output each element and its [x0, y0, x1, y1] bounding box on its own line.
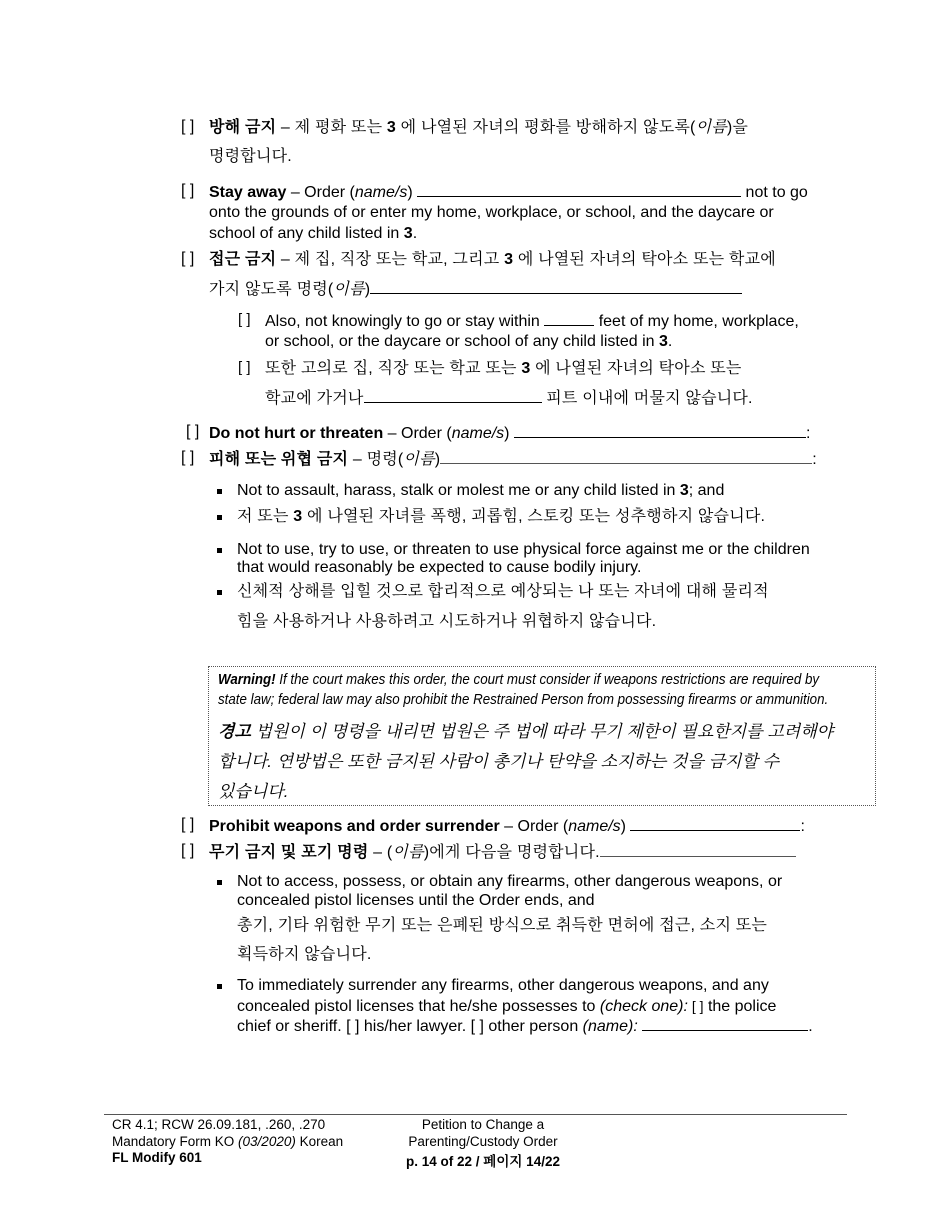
distance-ko-feet-field[interactable] [364, 388, 542, 403]
text: – Order ( [499, 818, 569, 835]
text: ) [407, 184, 418, 201]
checkbox-stay-away-ko[interactable]: [ ] [181, 250, 195, 267]
text: – ( [368, 844, 393, 861]
text: other person [483, 1018, 583, 1035]
stay-away-ko-line1 [209, 250, 776, 270]
text: ) [504, 425, 514, 442]
text: 에 나열된 자녀의 평화를 방해하지 않도록( [396, 119, 696, 136]
text: 법원이 이 명령을 내리면 법원은 주 법에 따라 무기 제한이 필요한지를 고려해야 [250, 722, 834, 741]
weapons-bullet-1-ko2: 획득하지 않습니다. [237, 946, 372, 963]
ref-number: 3 [658, 333, 668, 350]
distance-line2 [265, 332, 672, 352]
warning-en-line1 [218, 670, 819, 690]
distance-line1 [265, 311, 799, 332]
other-person-name-field[interactable] [642, 1016, 808, 1031]
text: Korean [295, 1134, 344, 1149]
ref-number: 3 [679, 482, 689, 499]
checkbox-no-hurt[interactable]: [ ] [186, 423, 200, 440]
stay-away-ko-title: 접근 금지 [209, 251, 277, 268]
name-label: name/s [451, 425, 505, 442]
check-one-label: (check one): [599, 998, 688, 1015]
no-hurt-ko-line [209, 449, 817, 470]
distance-ko-line1 [265, 359, 742, 379]
text: . [412, 225, 418, 242]
stay-away-line1 [209, 182, 808, 203]
bullet-icon [217, 590, 222, 595]
no-hurt-bullet-3-line2: that would reasonably be expected to cause bodily injury. [237, 559, 642, 576]
footer-doc-title-2: Parenting/Custody Order [408, 1134, 558, 1149]
no-hurt-bullet-4-line1: 신체적 상해를 입힐 것으로 합리적으로 예상되는 나 또는 자녀에 대해 물리적 [237, 583, 769, 600]
text: 저 또는 [237, 508, 294, 525]
text: – 제 평화 또는 [276, 119, 387, 136]
name-label: 이름 [695, 119, 727, 136]
bullet-icon [217, 984, 222, 989]
warning-title: Warning! [218, 672, 276, 688]
no-hurt-ko-name-field[interactable] [440, 449, 812, 464]
bullet-icon [217, 489, 222, 494]
warning-en-line2: state law; federal law may also prohibit the Restrained Person from possessing firearms or ammunition. [218, 692, 829, 708]
text: 에 나열된 자녀의 탁아소 또는 [530, 360, 742, 377]
text: Not to assault, harass, stalk or molest me or any child listed in [237, 482, 680, 499]
ref-number: 3 [521, 360, 531, 377]
text: – 제 집, 직장 또는 학교, 그리고 [276, 251, 505, 268]
bullet-icon [217, 880, 222, 885]
footer-divider [104, 1114, 847, 1115]
warning-box [208, 666, 876, 806]
warning-ko-line2: 합니다. 연방법은 또한 금지된 사람이 총기나 탄약을 소지하는 것을 금지할 수 [218, 752, 780, 771]
stay-away-title: Stay away [209, 184, 287, 201]
name-label: 이름 [333, 281, 365, 298]
no-disturb-ko-line2: 명령합니다. [209, 148, 292, 165]
text: 피트 이내에 머물지 않습니다. [541, 390, 753, 407]
text: not to go [741, 184, 808, 201]
bullet-icon [217, 548, 222, 553]
text: . [808, 1018, 813, 1035]
text: school of any child listed in [209, 225, 404, 242]
weapons-name-field[interactable] [630, 816, 800, 831]
text: 학교에 가거나 [265, 390, 364, 407]
no-disturb-ko-title: 방해 금지 [209, 119, 277, 136]
stay-away-ko-line2 [209, 279, 742, 300]
footer-page-number: p. 14 of 22 / 페이지 14/22 [406, 1154, 560, 1169]
text: 에 나열된 자녀를 폭행, 괴롭힘, 스토킹 또는 성추행하지 않습니다. [302, 508, 766, 525]
weapons-bullet-1-ko1: 총기, 기타 위험한 무기 또는 은폐된 방식으로 취득한 면허에 접근, 소지 또는 [237, 917, 768, 934]
weapons-bullet-2-line3 [237, 1016, 813, 1037]
warning-ko-title: 경고 [218, 722, 251, 741]
weapons-title: Prohibit weapons and order surrender [209, 818, 500, 835]
warning-ko-line3: 있습니다. [218, 782, 289, 801]
no-hurt-name-field[interactable] [514, 423, 806, 438]
no-hurt-title: Do not hurt or threaten [209, 425, 384, 442]
footer-form-info [112, 1133, 343, 1150]
checkbox-distance-ko[interactable]: [ ] [238, 359, 251, 376]
no-hurt-line [209, 423, 810, 444]
checkbox-no-hurt-ko[interactable]: [ ] [181, 449, 195, 466]
name-label: (name): [582, 1018, 638, 1035]
text: If the court makes this order, the court must consider if weapons restrictions are required by [275, 672, 820, 688]
name-label: 이름 [403, 451, 435, 468]
weapons-ko-line [209, 842, 796, 863]
text: chief or sheriff. [237, 1018, 347, 1035]
text: – Order ( [286, 184, 355, 201]
no-disturb-ko-line1 [209, 118, 748, 138]
footer-form-id: FL Modify 601 [112, 1150, 202, 1165]
checkbox-police[interactable]: [ ] [687, 998, 704, 1014]
text: : [812, 451, 817, 468]
text: or school, or the daycare or school of any child listed in [265, 333, 659, 350]
stay-away-line3 [209, 224, 417, 244]
text: ) [434, 451, 441, 468]
text: Mandatory Form KO [112, 1134, 239, 1149]
bullet-icon [217, 515, 222, 520]
weapons-bullet-2-line1: To immediately surrender any firearms, other dangerous weapons, and any [237, 977, 769, 994]
text: )을 [726, 119, 749, 136]
weapons-line [209, 816, 805, 837]
distance-feet-field[interactable] [544, 311, 594, 326]
text: Also, not knowingly to go or stay within [265, 313, 545, 330]
checkbox-no-disturb-ko[interactable]: [ ] [181, 118, 195, 135]
text: 가지 않도록 명령( [209, 281, 334, 298]
checkbox-distance[interactable]: [ ] [238, 311, 251, 328]
text: . [667, 333, 673, 350]
no-hurt-ko-title: 피해 또는 위협 금지 [209, 451, 349, 468]
footer-citation: CR 4.1; RCW 26.09.181, .260, .270 [112, 1117, 326, 1132]
no-hurt-bullet-2 [237, 507, 765, 527]
weapons-bullet-1-line2: concealed pistol licenses until the Order ends, and [237, 892, 595, 909]
checkbox-lawyer[interactable]: [ ] [346, 1018, 360, 1035]
ref-number: 3 [403, 225, 413, 242]
text: – 명령( [348, 451, 404, 468]
weapons-ko-name-field[interactable] [600, 842, 796, 857]
checkbox-other-person[interactable]: [ ] [470, 1018, 484, 1035]
distance-ko-line2 [265, 388, 753, 409]
text: 에 나열된 자녀의 탁아소 또는 학교에 [513, 251, 776, 268]
text: ; and [688, 482, 725, 499]
weapons-bullet-2-line2 [237, 996, 776, 1017]
ref-number: 3 [293, 508, 303, 525]
no-hurt-bullet-4-line2: 힘을 사용하거나 사용하려고 시도하거나 위협하지 않습니다. [237, 613, 657, 630]
name-label: name/s [354, 184, 408, 201]
stay-away-line2: onto the grounds of or enter my home, workplace, or school, and the daycare or [209, 204, 774, 221]
name-label: 이름 [392, 844, 424, 861]
text: : [800, 818, 805, 835]
text: )에게 다음을 명령합니다. [423, 844, 600, 861]
form-date: (03/2020) [238, 1134, 296, 1149]
ref-number: 3 [386, 119, 396, 136]
weapons-ko-title: 무기 금지 및 포기 명령 [209, 844, 369, 861]
text: feet of my home, workplace, [594, 313, 799, 330]
text: the police [703, 998, 777, 1015]
text: – Order ( [383, 425, 452, 442]
stay-away-name-field[interactable] [417, 182, 741, 197]
checkbox-weapons-ko[interactable]: [ ] [181, 842, 195, 859]
text: ) [364, 281, 371, 298]
text: concealed pistol licenses that he/she possesses to [237, 998, 600, 1015]
no-hurt-bullet-3-line1: Not to use, try to use, or threaten to use physical force against me or the children [237, 541, 810, 558]
text: 또한 고의로 집, 직장 또는 학교 또는 [265, 360, 522, 377]
footer-doc-title-1: Petition to Change a [421, 1117, 545, 1132]
text: : [805, 425, 811, 442]
no-hurt-bullet-1 [237, 481, 724, 501]
text: his/her lawyer. [359, 1018, 471, 1035]
text: ) [620, 818, 631, 835]
checkbox-stay-away[interactable]: [ ] [181, 182, 195, 199]
weapons-bullet-1-line1: Not to access, possess, or obtain any firearms, other dangerous weapons, or [237, 873, 783, 890]
name-label: name/s [568, 818, 621, 835]
stay-away-ko-name-field[interactable] [370, 279, 742, 294]
checkbox-weapons[interactable]: [ ] [181, 816, 195, 833]
ref-number: 3 [504, 251, 514, 268]
warning-ko-line1 [218, 717, 833, 742]
